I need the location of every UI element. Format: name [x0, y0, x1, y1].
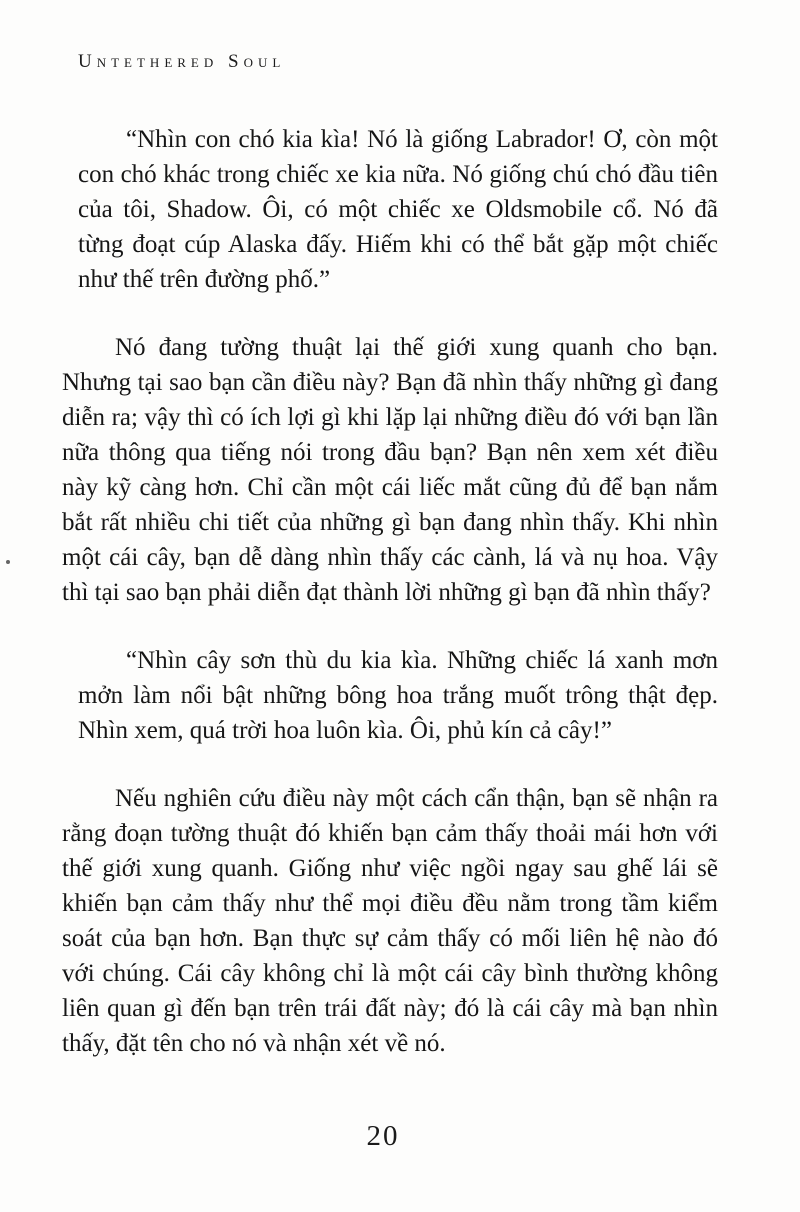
body-paragraph-2: Nếu nghiên cứu điều này một cách cẩn thận, bạn sẽ nhận ra rằng đoạn tường thuật đó khiến bạn cảm thấy thoải mái hơn với thế giới xung quanh. Giống như việc ngồi ngay sau ghế lái sẽ khiến bạn cảm thấy như thể mọi điều đều nằm trong tầm kiểm soát của bạn hơn. Bạn thực sự cảm thấy có mối liên hệ nào đó với chúng. Cái cây không chỉ là một cái cây bình thường không liên quan gì đến bạn trên trái đất này; đó là cái cây mà bạn nhìn thấy, đặt tên cho nó và nhận xét về nó. [62, 785, 718, 1057]
quote-paragraph-2: “Nhìn cây sơn thù du kia kìa. Những chiếc lá xanh mơn mởn làm nổi bật những bông hoa trắng muốt trông thật đẹp. Nhìn xem, quá trời hoa luôn kìa. Ôi, phủ kín cả cây!” [78, 647, 718, 744]
page-content [62, 0, 718, 1094]
running-header: Untethered Soul [78, 51, 286, 72]
scan-speck-dot [6, 560, 10, 564]
quote-paragraph-1: “Nhìn con chó kia kìa! Nó là giống Labrador! Ơ, còn một con chó khác trong chiếc xe kia nữa. Nó giống chú chó đầu tiên của tôi, Shadow. Ôi, có một chiếc xe Oldsmobile cổ. Nó đã từng đoạt cúp Alaska đấy. Hiếm khi có thể bắt gặp một chiếc như thế trên đường phố.” [78, 126, 718, 293]
body-paragraph-1: Nó đang tường thuật lại thế giới xung quanh cho bạn. Nhưng tại sao bạn cần điều này? Bạn đã nhìn thấy những gì đang diễn ra; vậy thì có ích lợi gì khi lặp lại những điều đó với bạn lần nữa thông qua tiếng nói trong đầu bạn? Bạn nên xem xét điều này kỹ càng hơn. Chỉ cần một cái liếc mắt cũng đủ để bạn nắm bắt rất nhiều chi tiết của những gì bạn đang nhìn thấy. Khi nhìn một cái cây, bạn dễ dàng nhìn thấy các cành, lá và nụ hoa. Vậy thì tại sao bạn phải diễn đạt thành lời những gì bạn đã nhìn thấy? [62, 334, 718, 606]
page-number: 20 [366, 1120, 400, 1152]
